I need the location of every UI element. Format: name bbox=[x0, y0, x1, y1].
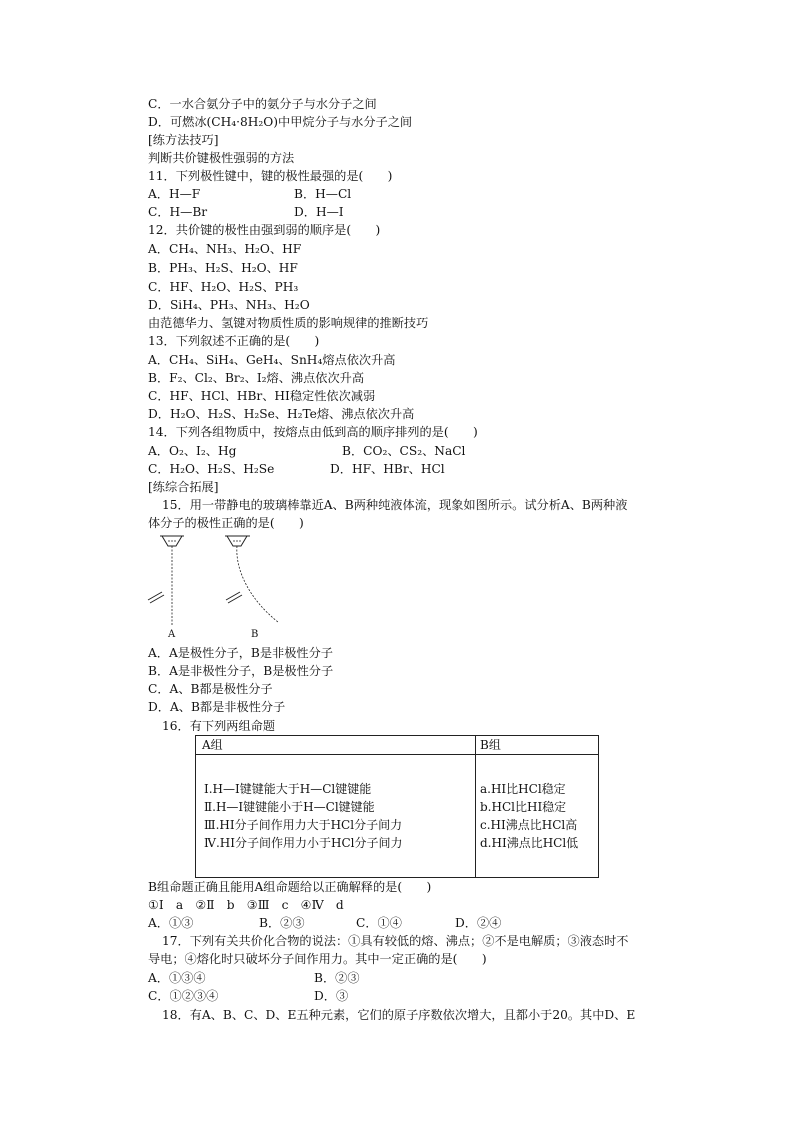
q11-option-b: B．H—Cl bbox=[294, 187, 352, 201]
question-14: 14．下列各组物质中，按熔点由低到高的顺序排列的是( ) bbox=[148, 425, 478, 439]
q16-option-a: A．①③ bbox=[148, 916, 194, 930]
table-a-1: Ⅰ.H—I键键能大于H—Cl键键能 bbox=[204, 782, 372, 796]
funnel-a-icon bbox=[160, 536, 184, 625]
glass-rod-a-icon bbox=[148, 592, 164, 603]
q15-option-c: C．A、B都是极性分子 bbox=[148, 682, 273, 696]
q16-option-c: C．①④ bbox=[356, 916, 402, 930]
question-16-pairs: ①Ⅰ a ②Ⅱ b ③Ⅲ c ④Ⅳ d bbox=[148, 898, 344, 912]
subheading-vdw-hydrogen: 由范德华力、氢键对物质性质的影响规律的推断技巧 bbox=[148, 316, 429, 330]
q11-option-c: C．H—Br bbox=[148, 205, 208, 219]
q17-option-d: D．③ bbox=[314, 989, 349, 1003]
question-12: 12．共价键的极性由强到弱的顺序是( ) bbox=[148, 223, 381, 237]
liquid-stream-figure bbox=[140, 530, 300, 642]
glass-rod-b-icon bbox=[226, 592, 242, 603]
q13-option-b: B．F₂、Cl₂、Br₂、I₂熔、沸点依次升高 bbox=[148, 371, 365, 385]
q13-option-c: C．HF、HCl、HBr、HI稳定性依次减弱 bbox=[148, 389, 376, 403]
q13-option-d: D．H₂O、H₂S、H₂Se、H₂Te熔、沸点依次升高 bbox=[148, 407, 415, 421]
q14-option-a: A．O₂、I₂、Hg bbox=[148, 444, 237, 458]
question-15-cont: 体分子的极性正确的是( ) bbox=[148, 516, 304, 530]
question-15: 15．用一带静电的玻璃棒靠近A、B两种纯液体流，现象如图所示。试分析A、B两种液 bbox=[162, 498, 628, 512]
question-16: 16．有下列两组命题 bbox=[162, 719, 276, 733]
q12-option-a: A．CH₄、NH₃、H₂O、HF bbox=[148, 242, 302, 256]
q15-option-b: B．A是非极性分子，B是极性分子 bbox=[148, 664, 334, 678]
table-b-4: d.HI沸点比HCl低 bbox=[480, 836, 579, 850]
question-11: 11．下列极性键中，键的极性最强的是( ) bbox=[148, 169, 393, 183]
table-b-2: b.HCl比HI稳定 bbox=[480, 800, 567, 814]
q11-option-a: A．H—F bbox=[148, 187, 201, 201]
q12-option-d: D．SiH₄、PH₃、NH₃、H₂O bbox=[148, 298, 310, 312]
table-a-3: Ⅲ.HI分子间作用力大于HCl分子间力 bbox=[204, 818, 403, 832]
q11-option-d: D．H—I bbox=[294, 205, 344, 219]
q15-option-a: A．A是极性分子，B是非极性分子 bbox=[148, 646, 333, 660]
q17-option-c: C．①②③④ bbox=[148, 989, 219, 1003]
question-18: 18．有A、B、C、D、E五种元素，它们的原子序数依次增大，且都小于20。其中D、E bbox=[162, 1008, 636, 1022]
figure-label-b: B bbox=[251, 629, 259, 640]
line-c-ammonia: C．一水合氨分子中的氨分子与水分子之间 bbox=[148, 97, 377, 111]
line-d-combustible-ice: D．可燃冰(CH₄·8H₂O)中甲烷分子与水分子之间 bbox=[148, 115, 413, 129]
q14-option-d: D．HF、HBr、HCl bbox=[330, 462, 445, 476]
q14-option-c: C．H₂O、H₂S、H₂Se bbox=[148, 462, 275, 476]
question-17: 17．下列有关共价化合物的说法：①具有较低的熔、沸点；②不是电解质；③液态时不 bbox=[162, 934, 629, 948]
q17-option-a: A．①③④ bbox=[148, 971, 206, 985]
figure-label-a: A bbox=[168, 629, 176, 640]
q16-option-b: B．②③ bbox=[259, 916, 305, 930]
table-a-2: Ⅱ.H—I键键能小于H—Cl键键能 bbox=[204, 800, 375, 814]
funnel-b-icon bbox=[225, 536, 278, 622]
table-a-4: Ⅳ.HI分子间作用力小于HCl分子间力 bbox=[204, 836, 403, 850]
subheading-bond-polarity: 判断共价键极性强弱的方法 bbox=[148, 151, 295, 165]
section-heading-comprehensive: [练综合拓展] bbox=[148, 480, 219, 494]
proposition-table bbox=[195, 735, 599, 878]
question-13: 13．下列叙述不正确的是( ) bbox=[148, 334, 320, 348]
q12-option-c: C．HF、H₂O、H₂S、PH₃ bbox=[148, 280, 299, 294]
table-head-a: A组 bbox=[202, 738, 223, 752]
table-b-3: c.HI沸点比HCl高 bbox=[480, 818, 578, 832]
table-head-b: B组 bbox=[480, 738, 501, 752]
q13-option-a: A．CH₄、SiH₄、GeH₄、SnH₄熔点依次升高 bbox=[148, 353, 396, 367]
question-17-cont: 导电；④熔化时只破坏分子间作用力。其中一定正确的是( ) bbox=[148, 952, 487, 966]
section-heading-methods: [练方法技巧] bbox=[148, 133, 219, 147]
table-b-1: a.HI比HCl稳定 bbox=[480, 782, 566, 796]
q17-option-b: B．②③ bbox=[314, 971, 360, 985]
q12-option-b: B．PH₃、H₂S、H₂O、HF bbox=[148, 261, 298, 275]
q15-option-d: D．A、B都是非极性分子 bbox=[148, 700, 286, 714]
q16-option-d: D．②④ bbox=[455, 916, 502, 930]
q14-option-b: B．CO₂、CS₂、NaCl bbox=[342, 444, 466, 458]
question-16-prompt: B组命题正确且能用A组命题给以正确解释的是( ) bbox=[148, 880, 432, 894]
